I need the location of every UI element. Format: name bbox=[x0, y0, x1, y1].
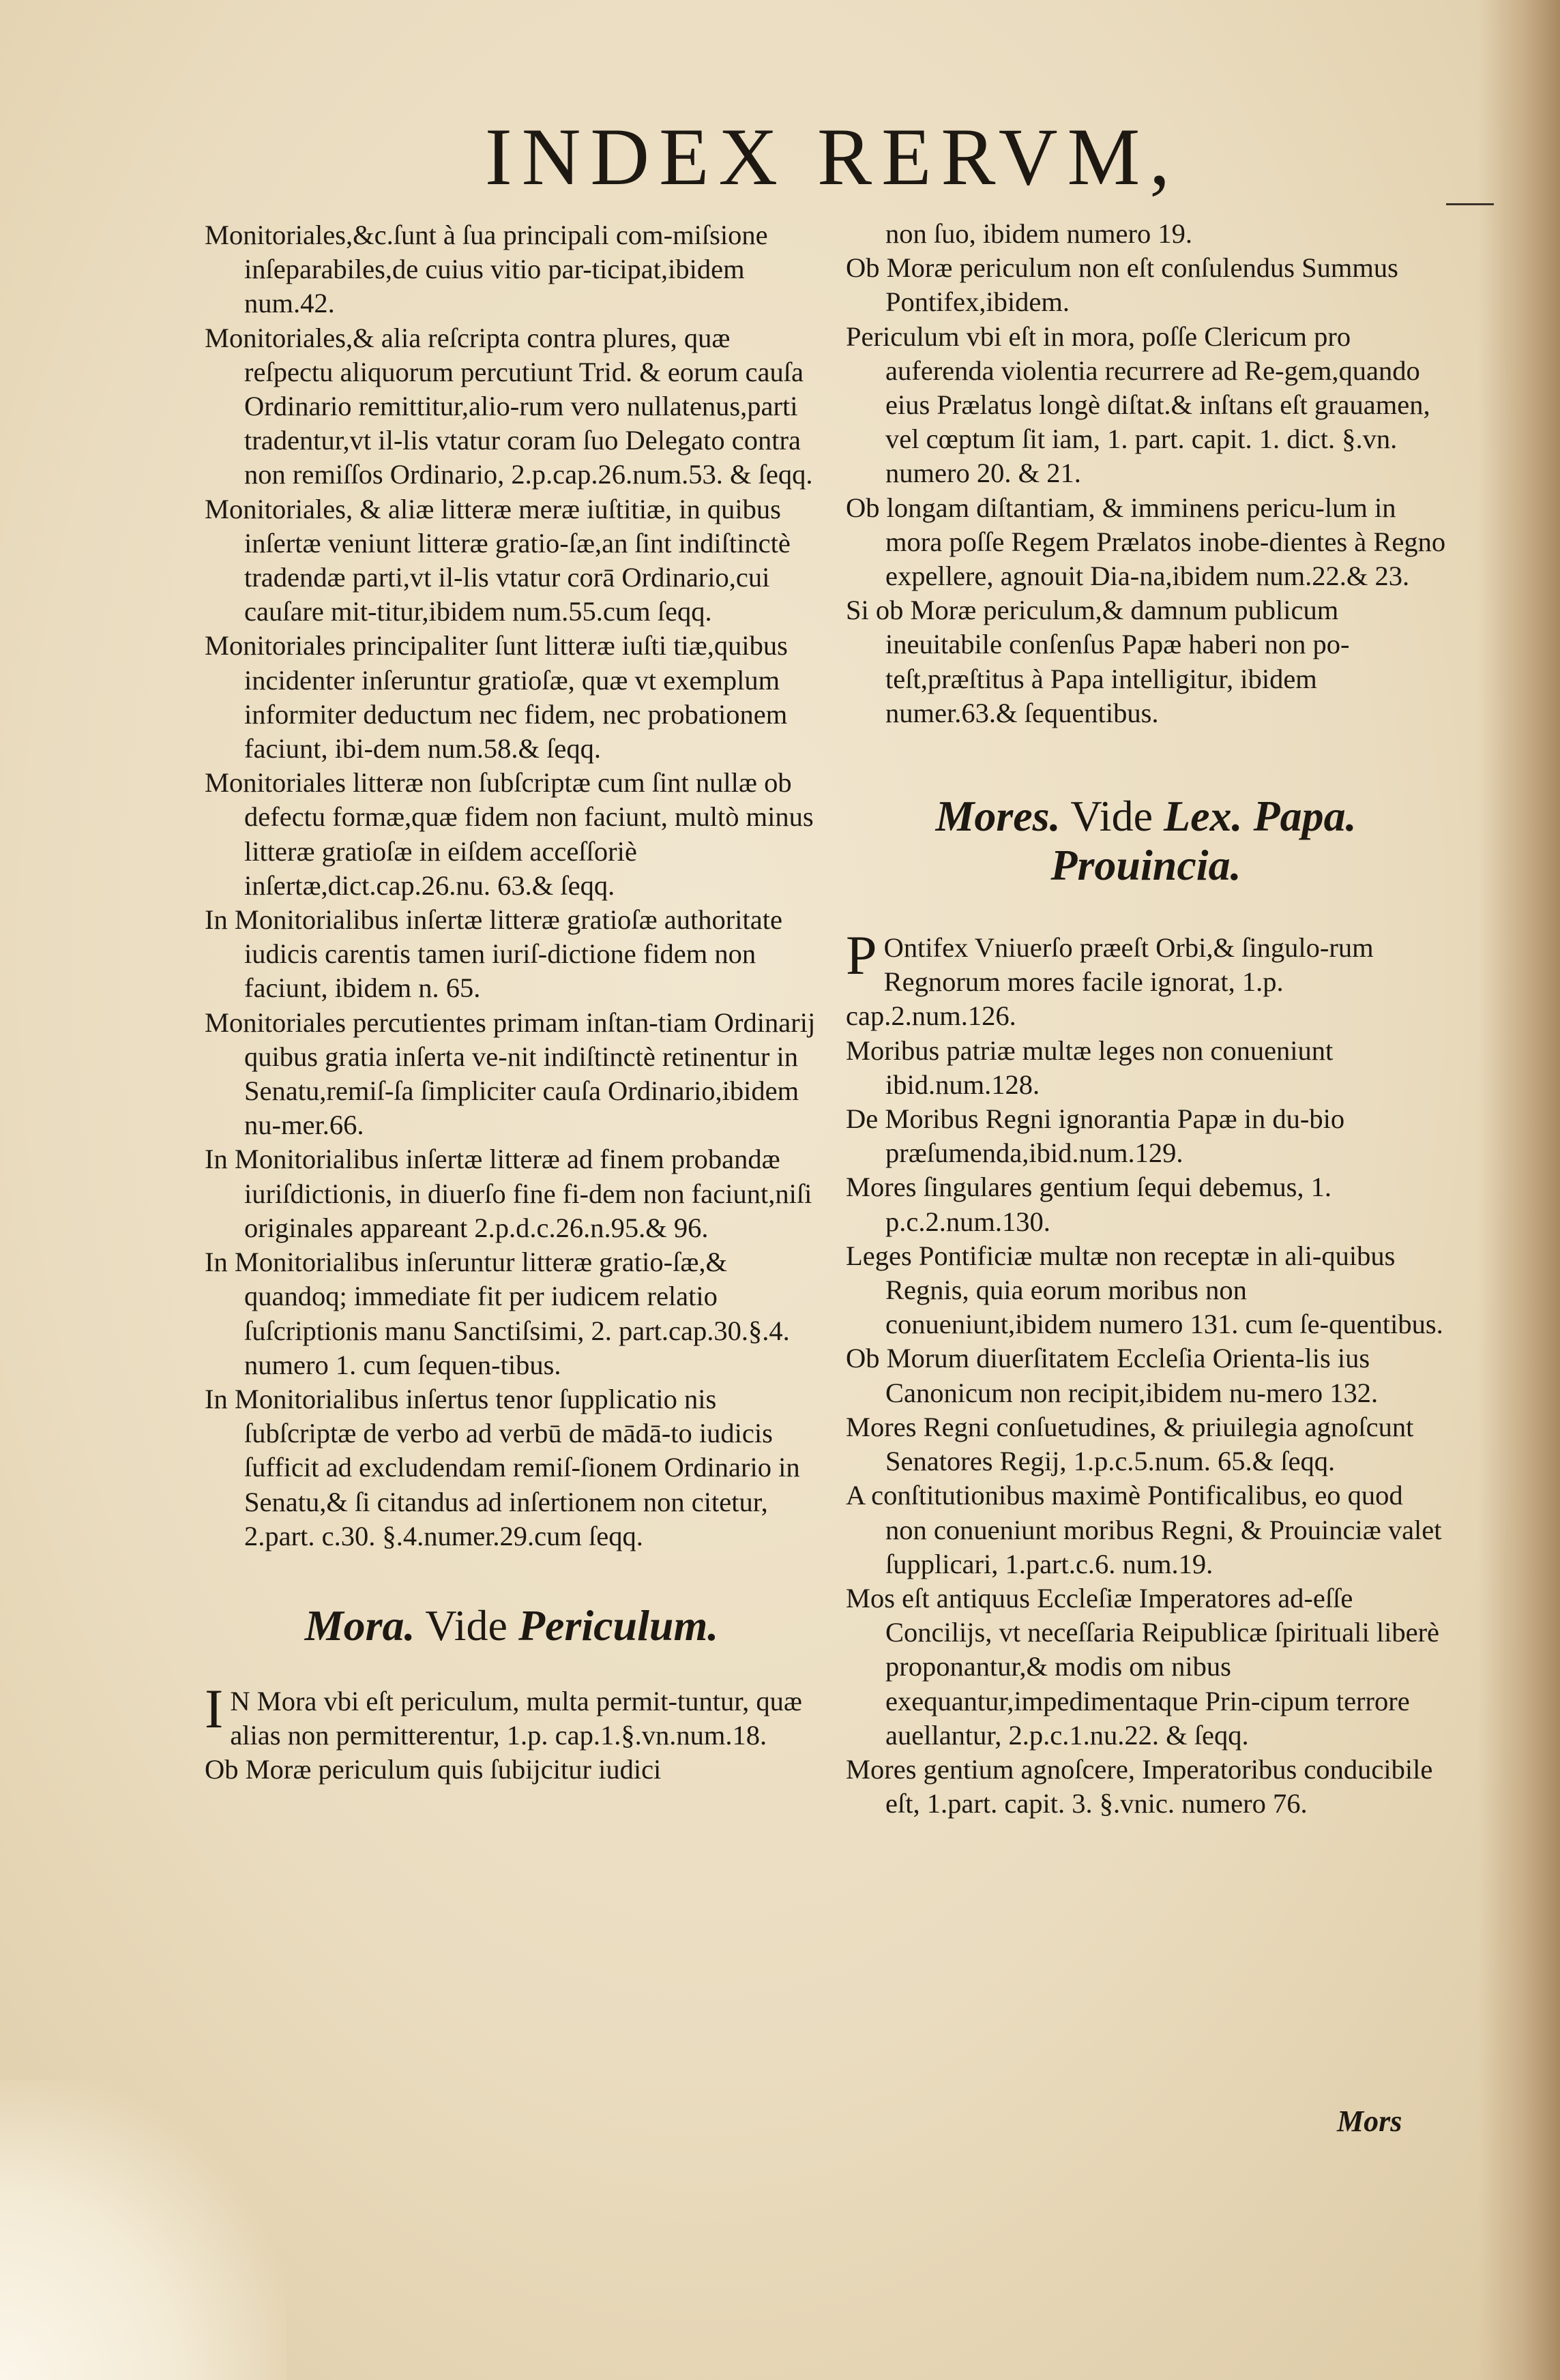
section-heading-mora bbox=[205, 1601, 819, 1650]
paper-stain bbox=[0, 2080, 286, 2380]
heading-vide: Vide bbox=[1070, 792, 1153, 841]
heading-reference: Prouincia. bbox=[1050, 841, 1241, 890]
heading-term: Mora. bbox=[304, 1601, 415, 1650]
index-entry: Monitoriales percutientes primam inſtan-tiam Ordinarij quibus gratia inſerta ve-nit indiſtinctè retinentur in Senatu,remiſ-ſa ſimpliciter cauſa Ordinario,ibidem nu-mer.66. bbox=[205, 1007, 816, 1141]
initial-letter: P bbox=[846, 924, 877, 987]
index-entry-text: Ontifex Vniuerſo præeſt Orbi,& ſingulo-rum Regnorum mores facile ignorat, 1.p. cap.2.num.126. bbox=[846, 932, 1374, 1032]
section-heading-mores bbox=[846, 792, 1446, 890]
index-entry: Mos eſt antiquus Eccleſiæ Imperatores ad-eſſe Concilijs, vt neceſſaria Reipublicæ ſpirituali liberè proponantur,& modis om nibus exequantur,impedimentaque Prin-cipum terrore auellantur, 2.p.c.1.nu.22. & ſeqq. bbox=[846, 1582, 1440, 1751]
index-entry: De Moribus Regni ignorantia Papæ in du-bio præſumenda,ibid.num.129. bbox=[846, 1103, 1345, 1169]
heading-reference: Lex. bbox=[1163, 792, 1243, 841]
header-rule bbox=[1446, 203, 1494, 205]
right-column bbox=[846, 217, 1446, 1821]
index-entry: Mores gentium agnoſcere, Imperatoribus conducibile eſt, 1.part. capit. 3. §.vnic. numero 76. bbox=[846, 1753, 1433, 1819]
index-entry: Monitoriales litteræ non ſubſcriptæ cum ſint nullæ ob defectu formæ,quæ fidem non faciunt, multò minus litteræ gratioſæ in eiſdem acceſſoriè inſertæ,dict.cap.26.nu. 63.& ſeqq. bbox=[205, 767, 814, 901]
index-entry: Monitoriales,&c.ſunt à ſua principali com-miſsione inſeparabiles,de cuius vitio par-ticipat,ibidem num.42. bbox=[205, 220, 768, 319]
index-entry: Ob Moræ periculum non eſt conſulendus Summus Pontifex,ibidem. bbox=[846, 252, 1398, 318]
index-entry: Mores Regni conſuetudines, & priuilegia agnoſcunt Senatores Regij, 1.p.c.5.num. 65.& ſeqq. bbox=[846, 1411, 1414, 1477]
index-entry: In Monitorialibus inſertæ litteræ ad finem probandæ iuriſdictionis, in diuerſo fine fi-dem non faciunt,niſi originales appareant 2.p.d.c.26.n.95.& 96. bbox=[205, 1144, 812, 1243]
heading-term: Mores. bbox=[935, 792, 1061, 841]
index-entry: Si ob Moræ periculum,& damnum publicum ineuitabile conſenſus Papæ haberi non po-teſt,præſtitus à Papa intelligitur, ibidem numer.63.& ſequentibus. bbox=[846, 595, 1350, 728]
initial-letter: I bbox=[205, 1677, 224, 1740]
index-entry: In Monitorialibus inſertæ litteræ gratioſæ authoritate iudicis carentis tamen iuriſ-dictione fidem non faciunt, ibidem n. 65. bbox=[205, 904, 782, 1004]
index-entry: Ob Morum diuerſitatem Eccleſia Orienta-lis ius Canonicum non recipit,ibidem nu-mero 132. bbox=[846, 1343, 1379, 1408]
heading-reference: Periculum. bbox=[518, 1601, 719, 1650]
book-spine-shadow bbox=[1478, 0, 1560, 2380]
index-entry bbox=[846, 924, 1446, 1034]
index-entry: Monitoriales, & aliæ litteræ meræ iuſtitiæ, in quibus inſertæ veniunt litteræ gratio-ſæ,an ſint indiſtinctè tradendæ parti,vt il-lis vtatur corā Ordinario,cui cauſare mit-titur,ibidem num.55.cum ſeqq. bbox=[205, 493, 791, 627]
index-entry: A conſtitutionibus maximè Pontificalibus, eo quod non conueniunt moribus Regni, & Prouinciæ valet ſupplicari, 1.part.c.6. num.19. bbox=[846, 1480, 1442, 1579]
index-entry: Ob Moræ periculum quis ſubijcitur iudici bbox=[205, 1754, 662, 1785]
catchword: Mors bbox=[1337, 2104, 1402, 2138]
left-column bbox=[205, 218, 819, 1787]
index-entry-text: N Mora vbi eſt periculum, multa permit-tuntur, quæ alias non permitterentur, 1.p. cap.1.§.vn.num.18. bbox=[230, 1685, 802, 1751]
heading-vide: Vide bbox=[425, 1601, 507, 1650]
index-entry: Ob longam diſtantiam, & imminens pericu-lum in mora poſſe Regem Prælatos inobe-dientes à Regno expellere, agnouit Dia-na,ibidem num.22.& 23. bbox=[846, 492, 1446, 592]
index-entry: non ſuo, ibidem numero 19. bbox=[885, 218, 1192, 249]
index-entry: Mores ſingulares gentium ſequi debemus, 1. p.c.2.num.130. bbox=[846, 1172, 1331, 1237]
index-entry: In Monitorialibus inſeruntur litteræ gratio-ſæ,& quandoq; immediate fit per iudicem relatio ſuſcriptionis manu Sanctiſsimi, 2. part.cap.30.§.4. numero 1. cum ſequen-tibus. bbox=[205, 1247, 790, 1380]
index-entry: Monitoriales,& alia reſcripta contra plures, quæ reſpectu aliquorum percutiunt Trid. & eorum cauſa Ordinario remittitur,alio-rum vero nullatenus,parti tradentur,vt il-lis vtatur coram ſuo Delegato contra non remiſſos Ordinario, 2.p.cap.26.num.53. & ſeqq. bbox=[205, 322, 813, 490]
index-entry bbox=[205, 1677, 819, 1753]
page-header: INDEX RERVM, bbox=[484, 111, 1180, 202]
index-entry: Leges Pontificiæ multæ non receptæ in ali-quibus Regnis, quia eorum moribus non conueniunt,ibidem numero 131. cum ſe-quentibus. bbox=[846, 1240, 1443, 1340]
index-entry: Moribus patriæ multæ leges non conueniunt ibid.num.128. bbox=[846, 1035, 1334, 1100]
index-entry: Monitoriales principaliter ſunt litteræ iuſti tiæ,quibus incidenter inſeruntur gratioſæ, quæ vt exemplum informiter deductum nec fidem, nec probationem faciunt, ibi-dem num.58.& ſeqq. bbox=[205, 630, 788, 764]
index-entry: In Monitorialibus inſertus tenor ſupplicatio nis ſubſcriptæ de verbo ad verbū de mādā-to iudicis ſufficit ad excludendam remiſ-ſionem Ordinario in Senatu,& ſi citandus ad inſertionem non citetur, 2.part. c.30. §.4.numer.29.cum ſeqq. bbox=[205, 1383, 800, 1551]
heading-reference: Papa. bbox=[1253, 792, 1357, 841]
index-entry: Periculum vbi eſt in mora, poſſe Clericum pro auferenda violentia recurrere ad Re-gem,quando eius Prælatus longè diſtat.& inſtans eſt grauamen, vel cœptum ſit iam, 1. part. capit. 1. dict. §.vn. numero 20. & 21. bbox=[846, 321, 1430, 489]
